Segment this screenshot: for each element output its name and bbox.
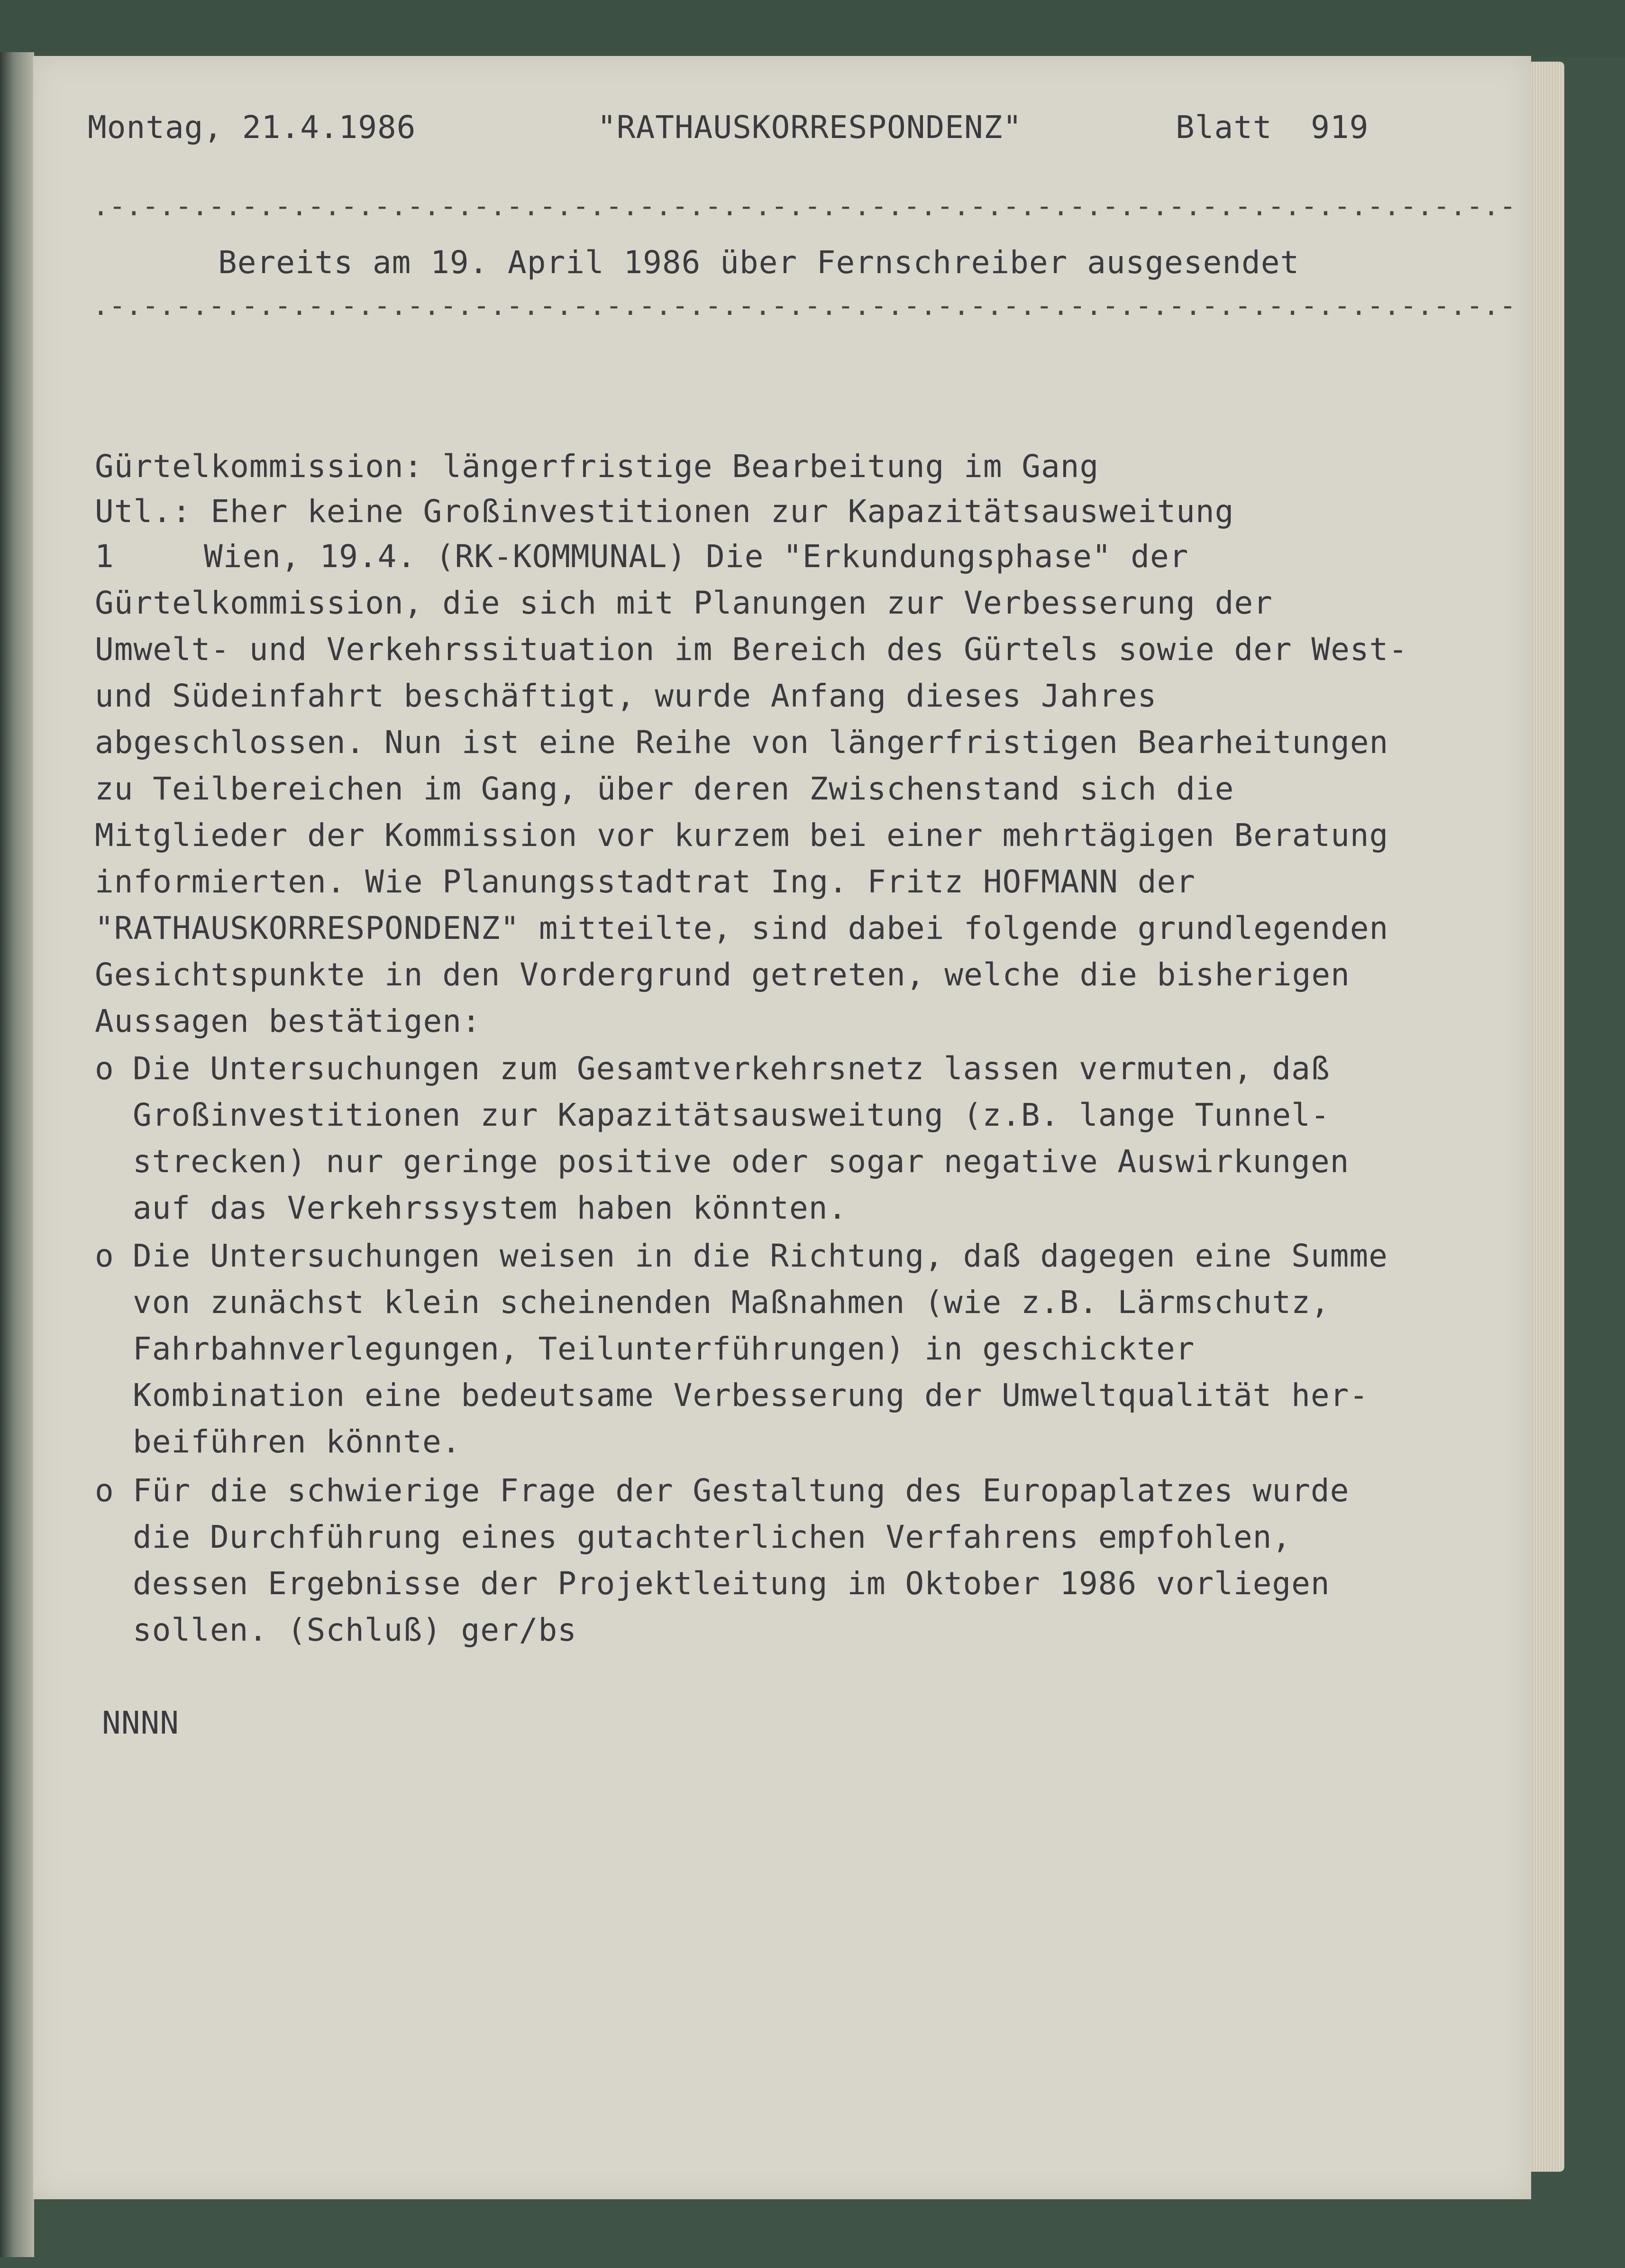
binder-frame — [0, 0, 1625, 57]
bullet-marker: o — [95, 1238, 114, 1274]
bullet-line: strecken) nur geringe positive oder sogar negative Auswirkungen — [133, 1143, 1350, 1180]
article-line: Umwelt- und Verkehrssituation im Bereich des Gürtels sowie der West- — [95, 631, 1408, 668]
article-line: Aussagen bestätigen: — [95, 1003, 481, 1039]
header-date: Montag, 21.4.1986 — [88, 109, 416, 146]
bullet-marker: o — [95, 1472, 114, 1509]
article-line: informierten. Wie Planungsstadtrat Ing. Fritz HOFMANN der — [95, 863, 1196, 900]
bullet-line: Die Untersuchungen zum Gesamtverkehrsnetz lassen vermuten, daß — [133, 1050, 1330, 1087]
separator-top: .-.-.-.-.-.-.-.-.-.-.-.-.-.-.-.-.-.-.-.-.-.-.-.-.-.-.-.-.-.-.-.-.-.-.-.-.-.-.-.-.-.-.- — [92, 190, 1516, 222]
article-line: abgeschlossen. Nun ist eine Reihe von längerfristigen Bearheitungen — [95, 724, 1389, 761]
bullet-line: Die Untersuchungen weisen in die Richtung, daß dagegen eine Summe — [133, 1238, 1388, 1274]
bullet-line: dessen Ergebnisse der Projektleitung im Oktober 1986 vorliegen — [133, 1565, 1330, 1602]
bullet-marker: o — [95, 1050, 114, 1087]
telex-notice: Bereits am 19. April 1986 über Fernschreiber ausgesendet — [218, 244, 1300, 281]
article-subheadline: Utl.: Eher keine Großinvestitionen zur Kapazitätsausweitung — [95, 493, 1234, 530]
article-headline: Gürtelkommission: längerfristige Bearbeitung im Gang — [95, 448, 1099, 485]
header-sheet-number: Blatt 919 — [1176, 109, 1369, 146]
bullet-line: Für die schwierige Frage der Gestaltung des Europaplatzes wurde — [133, 1472, 1350, 1509]
article-line: "RATHAUSKORRESPONDENZ" mitteilte, sind dabei folgende grundlegenden — [95, 910, 1389, 946]
article-line: und Südeinfahrt beschäftigt, wurde Anfang dieses Jahres — [95, 678, 1157, 714]
bullet-line: auf das Verkehrssystem haben könnten. — [133, 1190, 848, 1226]
bullet-line: Großinvestitionen zur Kapazitätsausweitung (z.B. lange Tunnel- — [133, 1097, 1330, 1133]
article-line: Gesichtspunkte in den Vordergrund getreten, welche die bisherigen — [95, 956, 1350, 993]
previous-page-edge — [0, 52, 34, 2257]
bullet-line: die Durchführung eines gutachterlichen Verfahrens empfohlen, — [133, 1519, 1292, 1555]
article-line: Mitglieder der Kommission vor kurzem bei einer mehrtägigen Beratung — [95, 817, 1389, 854]
bullet-line: von zunächst klein scheinenden Maßnahmen (wie z.B. Lärmschutz, — [133, 1284, 1330, 1321]
end-marker: NNNN — [102, 1705, 179, 1741]
bullet-line: sollen. (Schluß) ger/bs — [133, 1612, 577, 1648]
article-number: 1 — [95, 538, 114, 575]
article-line: zu Teilbereichen im Gang, über deren Zwischenstand sich die — [95, 771, 1234, 807]
header-publication: "RATHAUSKORRESPONDENZ" — [597, 109, 1022, 146]
article-line: Wien, 19.4. (RK-KOMMUNAL) Die "Erkundungsphase" der — [204, 538, 1189, 575]
bullet-line: Fahrbahnverlegungen, Teilunterführungen) in geschickter — [133, 1331, 1195, 1367]
article-line: Gürtelkommission, die sich mit Planungen zur Verbesserung der — [95, 585, 1273, 621]
bullet-line: beiführen könnte. — [133, 1423, 461, 1460]
bullet-line: Kombination eine bedeutsame Verbesserung der Umweltqualität her- — [133, 1377, 1369, 1414]
separator-bottom: .-.-.-.-.-.-.-.-.-.-.-.-.-.-.-.-.-.-.-.-.-.-.-.-.-.-.-.-.-.-.-.-.-.-.-.-.-.-.-.-.-.-.- — [92, 289, 1516, 321]
